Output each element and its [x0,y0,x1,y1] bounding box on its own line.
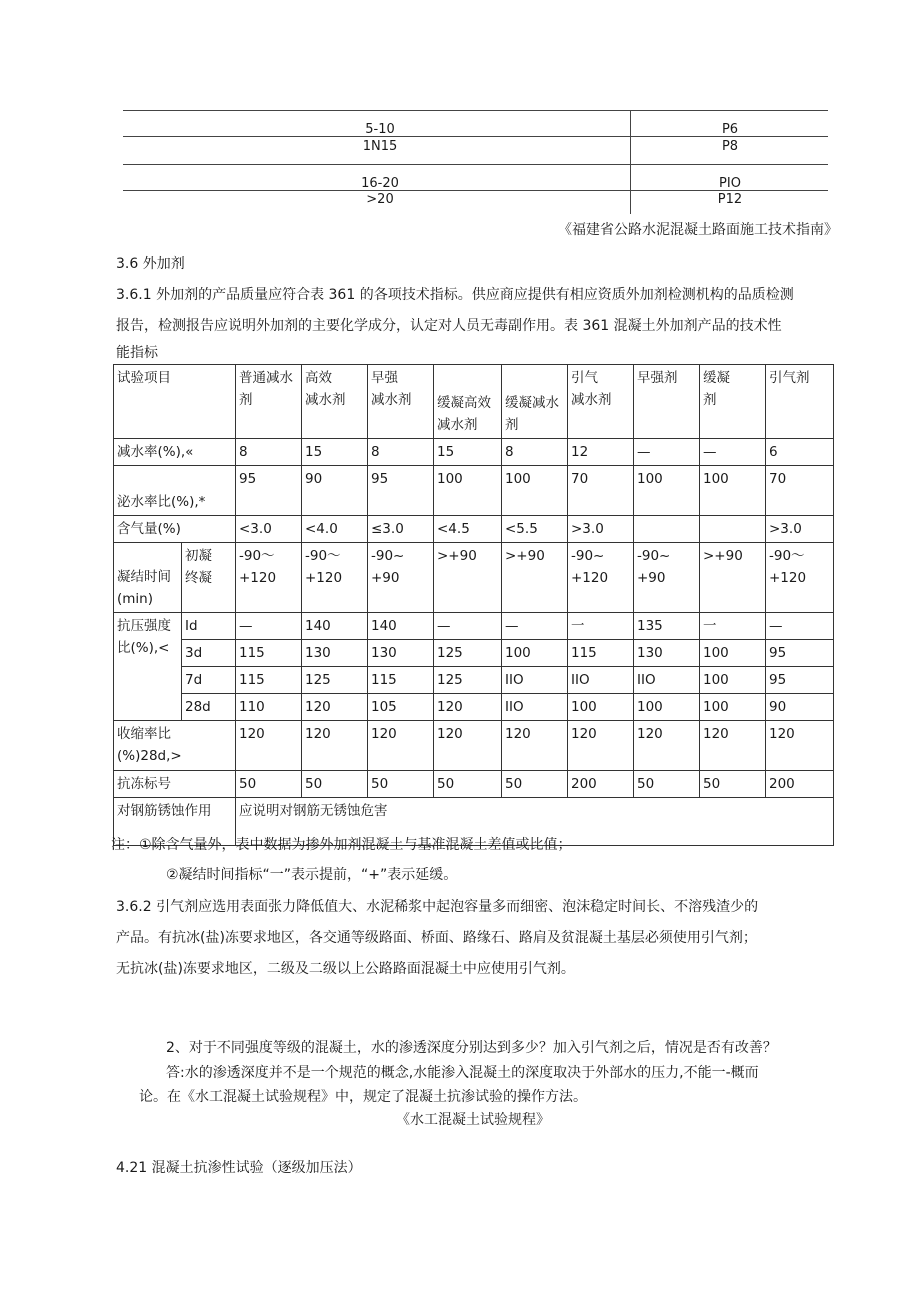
data-cell: 105 [368,694,434,721]
data-cell: IIO [634,667,700,694]
table-row [114,365,834,439]
data-cell: 140 [302,613,368,640]
data-cell: 135 [634,613,700,640]
row-label: 收缩率比 (%)28d,> [114,721,236,771]
data-cell: 50 [634,771,700,798]
top-table-cell: P6 [721,122,739,137]
question: 2、对于不同强度等级的混凝土，水的渗透深度分别达到多少？加入引气剂之后，情况是否有改善？ [166,1040,777,1056]
data-cell: <3.0 [236,516,302,543]
data-cell: 50 [302,771,368,798]
data-cell: IIO [502,667,568,694]
data-cell: 200 [568,771,634,798]
data-cell: — [634,439,700,466]
data-cell: 50 [502,771,568,798]
data-cell: 120 [568,721,634,771]
data-cell: 120 [766,721,834,771]
paragraph-line: 能指标 [116,345,158,361]
table-row [114,543,834,613]
top-table-cell: >20 [366,192,394,207]
data-cell: >3.0 [568,516,634,543]
data-cell: 100 [502,466,568,516]
data-cell: 50 [368,771,434,798]
data-cell: — [502,613,568,640]
data-cell: 115 [236,667,302,694]
table-row [114,613,834,640]
row-label: 抗压强度 比(%),< [114,613,182,721]
data-cell: 120 [302,721,368,771]
data-cell: >3.0 [766,516,834,543]
top-table-cell: 1N15 [362,139,398,154]
admixture-spec-table [113,364,834,846]
data-cell: <5.5 [502,516,568,543]
header-cell: 早强剂 [634,365,700,439]
table-note: ②凝结时间指标“一”表示提前，“+”表示延缓。 [166,867,458,883]
data-cell: 一 [700,613,766,640]
header-cell: 缓凝高效 减水剂 [434,365,502,439]
data-cell [634,516,700,543]
row-label: 泌水率比(%),* [114,466,236,516]
data-cell: 120 [434,694,502,721]
top-table-cell: P8 [721,139,739,154]
header-cell: 引气剂 [766,365,834,439]
data-cell: 50 [236,771,302,798]
data-cell: -90~ +90 [634,543,700,613]
data-cell: 125 [302,667,368,694]
data-cell: 130 [368,640,434,667]
data-cell: <4.0 [302,516,368,543]
data-cell: -90～ +120 [302,543,368,613]
row-label: 抗冻标号 [114,771,236,798]
row-label: 减水率(%),« [114,439,236,466]
data-cell: 110 [236,694,302,721]
data-cell: >+90 [434,543,502,613]
data-cell: 95 [236,466,302,516]
data-cell: — [434,613,502,640]
sub-label: 7d [182,667,236,694]
header-cell: 普通减水 剂 [236,365,302,439]
sub-label: 28d [182,694,236,721]
data-cell: 70 [766,466,834,516]
data-cell: 90 [766,694,834,721]
table-note: 注：①除含气量外，表中数据为掺外加剂混凝土与基准混凝土差值或比值； [111,837,572,853]
data-cell: 70 [568,466,634,516]
data-cell: ≤3.0 [368,516,434,543]
data-cell: -90~ +120 [568,543,634,613]
data-cell: 120 [236,721,302,771]
data-cell: 12 [568,439,634,466]
table-row [114,516,834,543]
top-table-cell: P12 [717,192,743,207]
sub-label: 3d [182,640,236,667]
data-cell: 15 [302,439,368,466]
data-cell: 100 [502,640,568,667]
data-cell: -90~ +90 [368,543,434,613]
top-table-source: 《福建省公路水泥混凝土路面施工技术指南》 [558,222,838,238]
data-cell: 8 [368,439,434,466]
data-cell: 125 [434,667,502,694]
data-cell: 100 [634,694,700,721]
data-cell [700,516,766,543]
top-table-cell: 16-20 [361,176,399,191]
data-cell: 100 [700,640,766,667]
reference-title: 《水工混凝土试验规程》 [396,1112,550,1128]
header-cell: 引气 减水剂 [568,365,634,439]
data-cell: IIO [568,667,634,694]
data-cell: 115 [368,667,434,694]
paragraph-line: 3.6.1 外加剂的产品质量应符合表 361 的各项技术指标。供应商应提供有相应资质外加剂检测机构的品质检测 [116,287,794,303]
paragraph-line: 产品。有抗冰(盐)冻要求地区，各交通等级路面、桥面、路缘石、路肩及贫混凝土基层必须使用引气剂； [116,930,757,946]
data-cell: 100 [568,694,634,721]
data-cell: 120 [634,721,700,771]
data-cell: 130 [302,640,368,667]
data-cell: — [700,439,766,466]
answer-line: 答:水的渗透深度并不是一个规范的概念,水能渗入混凝土的深度取决于外部水的压力,不能一-概而 [166,1065,759,1081]
section-heading: 3.6 外加剂 [116,256,185,272]
data-cell: 95 [368,466,434,516]
data-cell: >+90 [700,543,766,613]
header-cell: 早强 减水剂 [368,365,434,439]
data-cell: 125 [434,640,502,667]
data-cell: 140 [368,613,434,640]
top-table-cell: PIO [719,176,741,191]
paragraph-line: 报告，检测报告应说明外加剂的主要化学成分，认定对人员无毒副作用。表 361 混凝土外加剂产品的技术性 [116,318,782,334]
paragraph-line: 3.6.2 引气剂应选用表面张力降低值大、水泥稀浆中起泡容量多而细密、泡沫稳定时间长、不溶残渣少的 [116,899,759,915]
paragraph-line: 无抗冰(盐)冻要求地区，二级及二级以上公路路面混凝土中应使用引气剂。 [116,961,575,977]
table-rule [123,110,828,111]
sub-label: 初凝 终凝 [182,543,236,613]
data-cell: 8 [502,439,568,466]
header-cell: 缓凝 剂 [700,365,766,439]
data-cell: 130 [634,640,700,667]
table-row [114,439,834,466]
data-cell: 15 [434,439,502,466]
data-cell: 100 [634,466,700,516]
table-row [114,694,834,721]
data-cell: 100 [700,694,766,721]
table-row [114,771,834,798]
data-cell: <4.5 [434,516,502,543]
data-cell: -90～ +120 [236,543,302,613]
data-cell: 95 [766,640,834,667]
answer-line: 论。在《水工混凝土试验规程》中，规定了混凝土抗渗试验的操作方法。 [139,1089,587,1105]
table-rule [123,164,828,165]
table-row [114,667,834,694]
data-cell: -90～ +120 [766,543,834,613]
data-cell: >+90 [502,543,568,613]
data-cell: 50 [700,771,766,798]
row-label: 凝结时间 (min) [114,543,182,613]
data-cell: IIO [502,694,568,721]
table-divider [630,110,631,214]
sub-label: Id [182,613,236,640]
data-cell: 8 [236,439,302,466]
row-label: 对钢筋锈蚀作用 [114,798,236,846]
data-cell: 100 [434,466,502,516]
table-row [114,466,834,516]
data-cell: 200 [766,771,834,798]
data-cell: 120 [434,721,502,771]
header-cell: 试验项目 [114,365,236,439]
data-cell: — [236,613,302,640]
data-cell: 90 [302,466,368,516]
table-row [114,640,834,667]
data-cell: 50 [434,771,502,798]
data-cell: 115 [568,640,634,667]
data-cell: 115 [236,640,302,667]
data-cell: — [766,613,834,640]
row-label: 含气量(%) [114,516,236,543]
section-heading: 4.21 混凝土抗渗性试验（逐级加压法） [116,1160,362,1176]
header-cell: 缓凝减水 剂 [502,365,568,439]
data-cell: 应说明对钢筋无锈蚀危害 [236,798,834,846]
data-cell: 120 [502,721,568,771]
data-cell: 6 [766,439,834,466]
data-cell: 100 [700,667,766,694]
header-cell: 高效 减水剂 [302,365,368,439]
data-cell: 95 [766,667,834,694]
top-table-cell: 5-10 [365,122,395,137]
data-cell: 120 [368,721,434,771]
data-cell: 一 [568,613,634,640]
data-cell: 100 [700,466,766,516]
table-row [114,721,834,771]
data-cell: 120 [700,721,766,771]
data-cell: 120 [302,694,368,721]
